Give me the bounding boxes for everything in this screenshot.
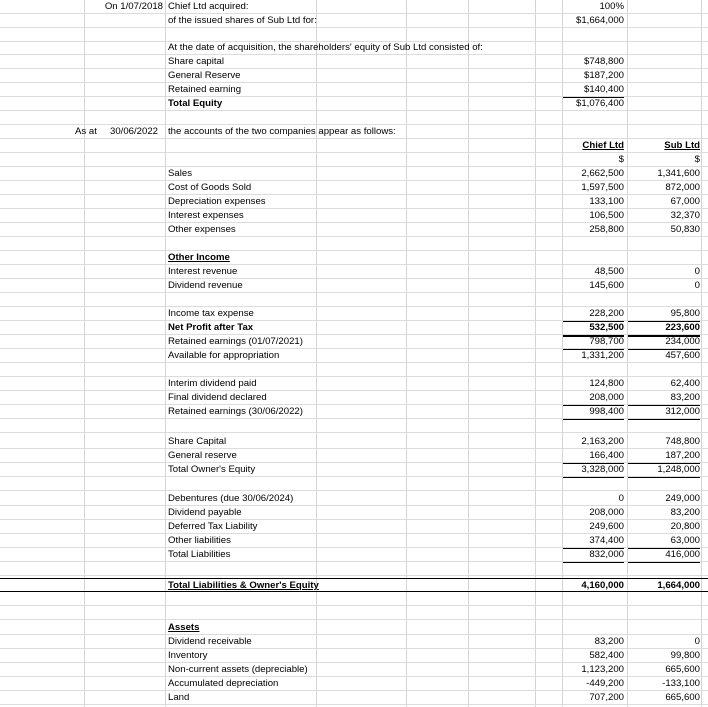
row-label[interactable]: Debentures (due 30/06/2024) (168, 493, 294, 504)
sheet-row[interactable] (0, 139, 708, 153)
table-row[interactable] (0, 405, 708, 419)
table-row[interactable] (0, 435, 708, 449)
table-row[interactable] (0, 663, 708, 677)
table-row[interactable] (0, 181, 708, 195)
as-at-label[interactable]: As at (75, 126, 97, 137)
row-label[interactable]: Cost of Goods Sold (168, 182, 252, 193)
column-header-chief[interactable]: Chief Ltd (582, 140, 624, 151)
table-row[interactable] (0, 463, 708, 477)
table-row[interactable] (0, 195, 708, 209)
table-row[interactable] (0, 349, 708, 363)
acquisition-line[interactable]: of the issued shares of Sub Ltd for: (168, 15, 317, 26)
chief-value[interactable]: 166,400 (563, 449, 624, 464)
sub-value[interactable]: 416,000 (628, 548, 700, 563)
sub-value[interactable]: 50,830 (670, 224, 700, 235)
chief-value[interactable]: 249,600 (589, 521, 624, 532)
row-label[interactable]: Total Owner's Equity (168, 464, 256, 475)
row-label[interactable]: Dividend receivable (168, 636, 252, 647)
table-row[interactable] (0, 449, 708, 463)
sheet-row[interactable] (0, 97, 708, 111)
equity-value[interactable]: $140,400 (563, 83, 624, 98)
sheet-row[interactable] (0, 41, 708, 55)
row-label[interactable]: Interest expenses (168, 210, 244, 221)
chief-value[interactable]: -449,200 (586, 678, 624, 689)
chief-value[interactable]: 228,200 (563, 307, 624, 322)
chief-value[interactable]: 208,000 (589, 507, 624, 518)
chief-value[interactable]: 832,000 (563, 548, 624, 563)
sub-value[interactable]: 1,248,000 (628, 463, 700, 478)
sub-value[interactable]: 63,000 (628, 534, 700, 549)
chief-value[interactable]: 3,328,000 (563, 463, 624, 478)
sub-value[interactable]: 1,341,600 (657, 168, 700, 179)
acquisition-line[interactable]: Chief Ltd acquired: (168, 1, 249, 12)
sheet-row[interactable] (0, 55, 708, 69)
table-row[interactable] (0, 223, 708, 237)
row-label[interactable]: Final dividend declared (168, 392, 267, 403)
column-header-sub[interactable]: Sub Ltd (664, 140, 700, 151)
row-label[interactable]: Dividend revenue (168, 280, 243, 291)
chief-value[interactable]: 998,400 (563, 405, 624, 420)
chief-value[interactable]: 0 (618, 493, 624, 504)
sub-value[interactable]: 0 (694, 266, 700, 277)
table-row[interactable] (0, 635, 708, 649)
table-row[interactable] (0, 209, 708, 223)
sub-value[interactable]: 83,200 (628, 391, 700, 406)
equity-label[interactable]: Share capital (168, 56, 224, 67)
grand-total-label[interactable]: Total Liabilities & Owner's Equity (168, 580, 319, 591)
table-row[interactable] (0, 265, 708, 279)
row-label[interactable]: Net Profit after Tax (168, 322, 254, 333)
sheet-row[interactable] (0, 125, 708, 139)
sub-value[interactable]: 312,000 (628, 405, 700, 420)
sub-value[interactable]: 0 (694, 636, 700, 647)
sheet-row[interactable] (0, 0, 708, 14)
row-label[interactable]: Total Liabilities (168, 549, 231, 560)
chief-value[interactable]: 83,200 (594, 636, 624, 647)
sheet-row[interactable] (0, 14, 708, 28)
table-row[interactable] (0, 391, 708, 405)
row-label[interactable]: Income tax expense (168, 308, 254, 319)
sheet-row[interactable] (0, 83, 708, 97)
chief-value[interactable]: 124,800 (589, 378, 624, 389)
chief-value[interactable]: 1,597,500 (581, 182, 624, 193)
row-label[interactable]: Retained earnings (01/07/2021) (168, 336, 303, 347)
equity-value[interactable]: $187,200 (583, 70, 624, 81)
sub-value[interactable]: -133,100 (662, 678, 700, 689)
table-row[interactable] (0, 492, 708, 506)
row-label[interactable]: Accumulated depreciation (168, 678, 279, 689)
row-label[interactable]: Land (168, 692, 190, 703)
sub-value[interactable]: 223,600 (628, 321, 700, 337)
equity-label[interactable]: Retained earning (168, 84, 242, 95)
sub-value[interactable]: 83,200 (670, 507, 700, 518)
chief-value[interactable]: 1,123,200 (581, 664, 624, 675)
table-row[interactable] (0, 548, 708, 562)
equity-label[interactable]: General Reserve (168, 70, 241, 81)
sub-value[interactable]: 234,000 (628, 335, 700, 350)
sub-value[interactable]: 457,600 (665, 350, 700, 361)
chief-value[interactable]: 532,500 (563, 321, 624, 337)
chief-value[interactable]: 133,100 (589, 196, 624, 207)
sub-value[interactable]: 665,600 (665, 664, 700, 675)
equity-value[interactable]: $748,800 (583, 56, 624, 67)
as-at-text[interactable]: the accounts of the two companies appear as follows: (168, 126, 396, 137)
chief-value[interactable]: 48,500 (594, 266, 624, 277)
table-row[interactable] (0, 520, 708, 534)
table-row[interactable] (0, 677, 708, 691)
table-row[interactable] (0, 691, 708, 705)
section-header-other-income[interactable]: Other Income (168, 252, 230, 263)
table-row[interactable] (0, 251, 708, 265)
table-row[interactable] (0, 321, 708, 335)
sub-value[interactable]: 872,000 (665, 182, 700, 193)
table-row[interactable] (0, 621, 708, 635)
row-label[interactable]: General reserve (168, 450, 237, 461)
table-row[interactable] (0, 167, 708, 181)
row-label[interactable]: Other liabilities (168, 535, 231, 546)
table-row[interactable] (0, 578, 708, 592)
chief-value[interactable]: 707,200 (589, 692, 624, 703)
sub-value[interactable]: 67,000 (670, 196, 700, 207)
sheet-row[interactable] (0, 153, 708, 167)
chief-value[interactable]: 2,662,500 (581, 168, 624, 179)
chief-value[interactable]: 1,331,200 (581, 350, 624, 361)
table-row[interactable] (0, 307, 708, 321)
sub-value[interactable]: 249,000 (665, 493, 700, 504)
sub-value[interactable]: 748,800 (665, 436, 700, 447)
chief-value[interactable]: 145,600 (589, 280, 624, 291)
equity-intro[interactable]: At the date of acquisition, the shareholders' equity of Sub Ltd consisted of: (168, 42, 483, 53)
row-label[interactable]: Deferred Tax Liability (168, 521, 258, 532)
chief-value[interactable]: 2,163,200 (581, 436, 624, 447)
row-label[interactable]: Other expenses (168, 224, 236, 235)
chief-value[interactable]: 582,400 (589, 650, 624, 661)
sub-value[interactable]: 95,800 (628, 307, 700, 322)
table-row[interactable] (0, 649, 708, 663)
as-at-date[interactable]: 30/06/2022 (110, 126, 159, 137)
currency-sub[interactable]: $ (694, 154, 700, 165)
row-label[interactable]: Share Capital (168, 436, 227, 447)
acquisition-date[interactable]: On 1/07/2018 (104, 1, 163, 12)
table-row[interactable] (0, 506, 708, 520)
sub-value[interactable]: 32,370 (670, 210, 700, 221)
chief-value[interactable]: 258,800 (589, 224, 624, 235)
row-label[interactable]: Interim dividend paid (168, 378, 257, 389)
table-row[interactable] (0, 335, 708, 349)
row-label[interactable]: Retained earnings (30/06/2022) (168, 406, 303, 417)
sub-value[interactable]: 62,400 (670, 378, 700, 389)
table-row[interactable] (0, 377, 708, 391)
acquisition-price[interactable]: $1,664,000 (575, 15, 624, 26)
chief-value[interactable]: 208,000 (563, 391, 624, 406)
table-row[interactable] (0, 534, 708, 548)
row-label[interactable]: Available for appropriation (168, 350, 280, 361)
row-label[interactable]: Inventory (168, 650, 208, 661)
sub-value[interactable]: 99,800 (670, 650, 700, 661)
equity-total-label[interactable]: Total Equity (168, 98, 223, 109)
row-label[interactable]: Sales (168, 168, 192, 179)
acquisition-percent[interactable]: 100% (599, 1, 624, 12)
row-label[interactable]: Dividend payable (168, 507, 242, 518)
section-header-assets[interactable]: Assets (168, 622, 200, 633)
sub-value[interactable]: 187,200 (628, 449, 700, 464)
chief-value[interactable]: 4,160,000 (581, 580, 624, 591)
row-label[interactable]: Interest revenue (168, 266, 238, 277)
sheet-row[interactable] (0, 69, 708, 83)
currency-chief[interactable]: $ (618, 154, 624, 165)
chief-value[interactable]: 106,500 (589, 210, 624, 221)
row-label[interactable]: Depreciation expenses (168, 196, 266, 207)
table-row[interactable] (0, 279, 708, 293)
chief-value[interactable]: 798,700 (563, 335, 624, 350)
sub-value[interactable]: 1,664,000 (657, 580, 700, 591)
sub-value[interactable]: 20,800 (670, 521, 700, 532)
sub-value[interactable]: 0 (694, 280, 700, 291)
row-label[interactable]: Non-current assets (depreciable) (168, 664, 308, 675)
equity-total-value[interactable]: $1,076,400 (575, 98, 624, 109)
chief-value[interactable]: 374,400 (563, 534, 624, 549)
sub-value[interactable]: 665,600 (665, 692, 700, 703)
